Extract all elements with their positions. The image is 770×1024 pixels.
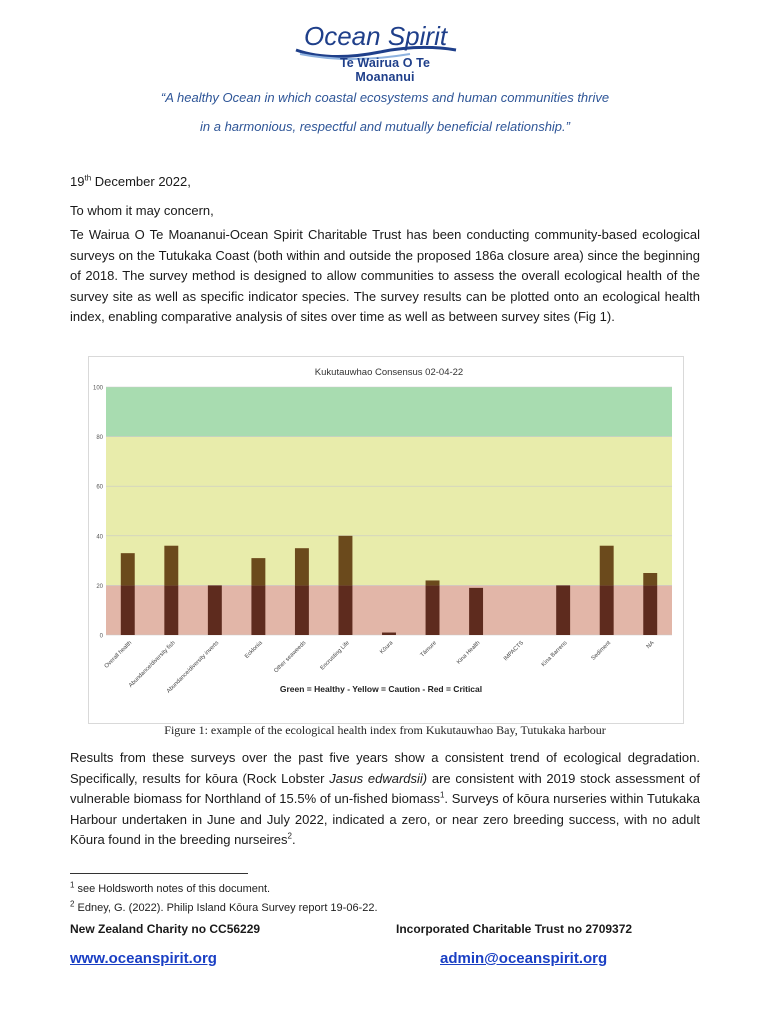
band-healthy	[106, 387, 672, 437]
email-link[interactable]: admin@oceanspirit.org	[440, 950, 608, 967]
bar	[121, 553, 135, 585]
footnote-2: $^2$ Edney, G. (2022). Philip Island Kōura Survey report 19-06-22.	[70, 899, 378, 914]
x-tick-label: Abundance/diversity inverts	[165, 640, 221, 695]
bar	[382, 633, 396, 635]
y-tick-label: 80	[96, 435, 103, 442]
bar	[208, 585, 222, 635]
y-tick-label: 40	[96, 534, 103, 541]
intro-paragraph: Te Wairua O Te Moananui-Ocean Spirit Charitable Trust has been conducting community-based ecological surveys on the Tutukaka Coast (both within and outside the proposed 186a closure area) since the beginning of 2018. The survey method is designed to allow communities to assess the overall ecological health of the survey site as well as specific indicator species. The survey results can be plotted onto an ecological health index, enabling comparative analysis of sites over time as well as between survey sites (Fig 1).	[70, 227, 700, 324]
figure-caption: Figure 1: example of the ecological health index from Kukutauwhao Bay, Tutukaka harbour	[164, 723, 606, 737]
bar	[600, 546, 614, 586]
bar	[643, 585, 657, 635]
footnote-1: $^1$ see Holdsworth notes of this document.	[70, 880, 271, 895]
x-tick-label: Encrusting Life	[319, 640, 351, 672]
bar	[164, 585, 178, 635]
x-tick-label: Abundance/diversity fish	[128, 640, 177, 689]
x-tick-label: Kina Health	[456, 640, 482, 666]
motto-line-1: “A healthy Ocean in which coastal ecosystems and human communities thrive	[160, 90, 610, 105]
x-tick-label: Ecklonia	[244, 640, 264, 660]
chart-legend: Green = Healthy - Yellow = Caution - Red = Critical	[279, 684, 483, 694]
bar	[251, 585, 265, 635]
band-caution	[106, 437, 672, 586]
x-tick-label: Sediment	[590, 640, 613, 662]
bar	[469, 588, 483, 635]
bar	[643, 573, 657, 585]
logo-subtitle: Te Wairua O Te Moananui	[339, 56, 431, 84]
logo-script-text: Ocean Spirit	[304, 21, 448, 51]
trust-number: Incorporated Charitable Trust no 2709372	[396, 922, 633, 936]
bar	[251, 558, 265, 585]
x-tick-label: IMPACTS	[502, 640, 526, 663]
y-tick-label: 100	[92, 385, 103, 392]
bar	[556, 585, 570, 635]
bar	[426, 585, 440, 635]
charity-number: New Zealand Charity no CC56229	[70, 922, 261, 936]
y-tick-label: 0	[99, 633, 103, 640]
chart-svg	[89, 357, 683, 723]
bar	[121, 585, 135, 635]
x-tick-label: Kōura	[379, 640, 395, 656]
x-tick-label: Overall health	[103, 640, 134, 670]
motto-line-2: in a harmonious, respectful and mutually beneficial relationship.”	[200, 119, 570, 134]
bar	[338, 585, 352, 635]
website-link[interactable]: www.oceanspirit.org	[70, 950, 217, 967]
x-tick-label: NA	[645, 640, 656, 651]
bar	[600, 585, 614, 635]
bar	[338, 536, 352, 586]
results-paragraph: Results from these surveys over the past five years show a consistent trend of ecological degradation. Specifically, results for kōura (Rock Lobster Jasus edwardsii) are consistent with 2019 stock assessment of vulnerable biomass for Northland of 15.5% of un-fished biomass$^1$. Surveys of kōura nurseries within Tutukaka Harbour undertaken in June and July 2022, indicated a zero, or near zero breeding success, with no adult Kōura found in the breeding nurseires$^2$.	[70, 750, 700, 847]
bar	[426, 580, 440, 585]
x-tick-label: Other seaweeds	[273, 640, 308, 675]
y-tick-label: 20	[96, 583, 103, 590]
logo-wave-graphic	[290, 14, 460, 60]
letter-date: 19th December 2022,	[70, 173, 191, 189]
y-tick-label: 60	[96, 484, 103, 491]
health-index-chart	[88, 356, 684, 724]
bar	[164, 546, 178, 586]
x-tick-label: Tāmure	[419, 640, 438, 659]
band-critical	[106, 585, 672, 635]
logo	[290, 14, 460, 84]
footnote-divider	[70, 873, 248, 874]
bar	[295, 548, 309, 585]
chart-title: Kukutauwhao Consensus 02-04-22	[314, 367, 464, 378]
letter-greeting: To whom it may concern,	[70, 203, 214, 218]
x-tick-label: Kina Barrens	[540, 640, 569, 669]
bar	[295, 585, 309, 635]
